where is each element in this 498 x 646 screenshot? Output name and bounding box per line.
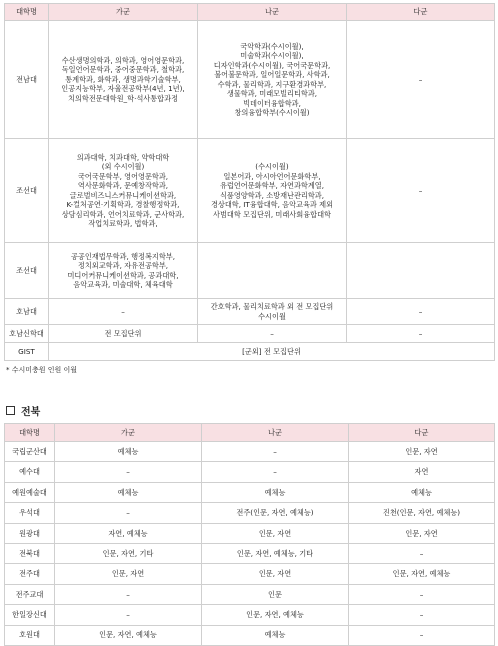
- cell-ga: –: [49, 299, 198, 325]
- table-row: [5, 343, 495, 361]
- univ-name: 한일장신대: [5, 605, 55, 625]
- table-row: [5, 523, 495, 543]
- table-row: [5, 462, 495, 482]
- univ-name: 우석대: [5, 503, 55, 523]
- table-jeonbuk: [4, 423, 495, 646]
- cell-ga: –: [55, 503, 202, 523]
- header-na: 나군: [202, 424, 349, 442]
- univ-name: 예원예술대: [5, 482, 55, 502]
- table-row: [5, 139, 495, 243]
- cell-da: –: [349, 543, 495, 563]
- univ-name: 호남대: [5, 299, 49, 325]
- table-row: [5, 543, 495, 563]
- cell-na: 국악학과(수시이월), 미술학과(수시이월), 디자인학과(수시이월), 국어국문학과, 불어불문학과, 일어일문학과, 사학과, 수학과, 물리학과, 지구환경과학부, 생물학과, 미래모빌리티학과, 빅데이터융합학과, 창의융합학부(수시이월): [198, 21, 347, 139]
- cell-na: –: [202, 442, 349, 462]
- cell-ga: 인문, 자연, 기타: [55, 543, 202, 563]
- cell-da: 예체능: [349, 482, 495, 502]
- cell-na: (수시이월) 일본어과, 아시아언어문화학부, 유럽언어문화학부, 자연과학계열, 식품영양학과, 소방재난관리학과, 경상대학, IT융합대학, 음악교육과 제외 사범대학 모집단위, 미래사회융합대학: [198, 139, 347, 243]
- cell-na: 전주(인문, 자연, 예체능): [202, 503, 349, 523]
- table-row: [5, 482, 495, 502]
- header-ga: 가군: [55, 424, 202, 442]
- cell-ga: 인문, 자연, 예체능: [55, 625, 202, 645]
- header-univ: 대학명: [5, 4, 49, 21]
- univ-name: 전북대: [5, 543, 55, 563]
- table-row: [5, 584, 495, 604]
- cell-da: 인문, 자연, 예체능: [349, 564, 495, 584]
- cell-ga: 공공인재법무학과, 행정복지학부, 정치외교학과, 자유전공학부, 미디어커뮤니케이션학과, 공과대학, 음악교육과, 미술대학, 체육대학: [49, 243, 198, 299]
- cell-da: –: [347, 139, 495, 243]
- cell-da: –: [347, 325, 495, 343]
- cell-na: 인문, 자연: [202, 564, 349, 584]
- table-row: [5, 625, 495, 645]
- cell-na: 예체능: [202, 625, 349, 645]
- cell-ga: –: [55, 584, 202, 604]
- section-title-text: 전북: [21, 406, 41, 418]
- table-header-row: [5, 4, 495, 21]
- table-row: [5, 243, 495, 299]
- cell-da: 인문, 자연: [349, 442, 495, 462]
- cell-ga: 예체능: [55, 442, 202, 462]
- cell-ga: 전 모집단위: [49, 325, 198, 343]
- univ-name: 전주대: [5, 564, 55, 584]
- cell-na: 간호학과, 물리치료학과 외 전 모집단위 수시이월: [198, 299, 347, 325]
- univ-name: 호원대: [5, 625, 55, 645]
- header-univ: 대학명: [5, 424, 55, 442]
- univ-name: GIST: [5, 343, 49, 361]
- univ-name: 예수대: [5, 462, 55, 482]
- cell-ga: 예체능: [55, 482, 202, 502]
- footnote: * 수시미충원 인원 이월: [6, 366, 78, 374]
- cell-ga: –: [55, 462, 202, 482]
- header-da: 다군: [347, 4, 495, 21]
- table-row: [5, 605, 495, 625]
- univ-name: 국립군산대: [5, 442, 55, 462]
- cell-ga: 인문, 자연: [55, 564, 202, 584]
- table-row: [5, 299, 495, 325]
- cell-ga: 자연, 예체능: [55, 523, 202, 543]
- header-na: 나군: [198, 4, 347, 21]
- cell-da: 자연: [349, 462, 495, 482]
- cell-da: –: [349, 625, 495, 645]
- table-row: [5, 21, 495, 139]
- cell-na: 인문, 자연, 예체능, 기타: [202, 543, 349, 563]
- cell-da: 진천(인문, 자연, 예체능): [349, 503, 495, 523]
- univ-name: 전남대: [5, 21, 49, 139]
- cell-ga: –: [55, 605, 202, 625]
- cell-na: –: [198, 325, 347, 343]
- section-title: [6, 403, 498, 417]
- cell-na: 인문, 자연, 예체능: [202, 605, 349, 625]
- univ-name: 조선대: [5, 139, 49, 243]
- table-row: [5, 564, 495, 584]
- cell-na: 예체능: [202, 482, 349, 502]
- checkbox-square-icon: [6, 406, 15, 415]
- table-row: [5, 325, 495, 343]
- cell-da: –: [349, 584, 495, 604]
- univ-name: 호남신학대: [5, 325, 49, 343]
- cell-da: –: [349, 605, 495, 625]
- table-jeonnam: [4, 3, 495, 361]
- page: [0, 3, 498, 644]
- table-row: [5, 503, 495, 523]
- univ-name: 원광대: [5, 523, 55, 543]
- cell-na: [198, 243, 347, 299]
- table-row: [5, 442, 495, 462]
- cell-ga: 의과대학, 치과대학, 약학대학 (외 수시이월) 국어국문학부, 영어영문학과, 역사문화학과, 문예창작학과, 글로벌비즈니스커뮤니케이션학과, K-컬처공연·기획학과, 경찰행정학과, 상담심리학과, 언어치료학과, 군사학과, 작업치료학과, 법학과,: [49, 139, 198, 243]
- header-ga: 가군: [49, 4, 198, 21]
- univ-name: 조선대: [5, 243, 49, 299]
- univ-name: 전주교대: [5, 584, 55, 604]
- header-da: 다군: [349, 424, 495, 442]
- cell-na: 인문, 자연: [202, 523, 349, 543]
- cell-da: –: [347, 21, 495, 139]
- cell-da: [347, 243, 495, 299]
- cell-na: –: [202, 462, 349, 482]
- cell-da: 인문, 자연: [349, 523, 495, 543]
- cell-da: –: [347, 299, 495, 325]
- cell-ga: 수산생명의학과, 의학과, 영어영문학과, 독일언어문학과, 중어중문학과, 철학과, 통계학과, 화학과, 생명과학기술학부, 인공지능학부, 자율전공학부(4년, 1년), 치의학전문대학원_학·석사통합과정: [49, 21, 198, 139]
- table-header-row: [5, 424, 495, 442]
- cell-gist: [군외] 전 모집단위: [49, 343, 495, 361]
- cell-na: 인문: [202, 584, 349, 604]
